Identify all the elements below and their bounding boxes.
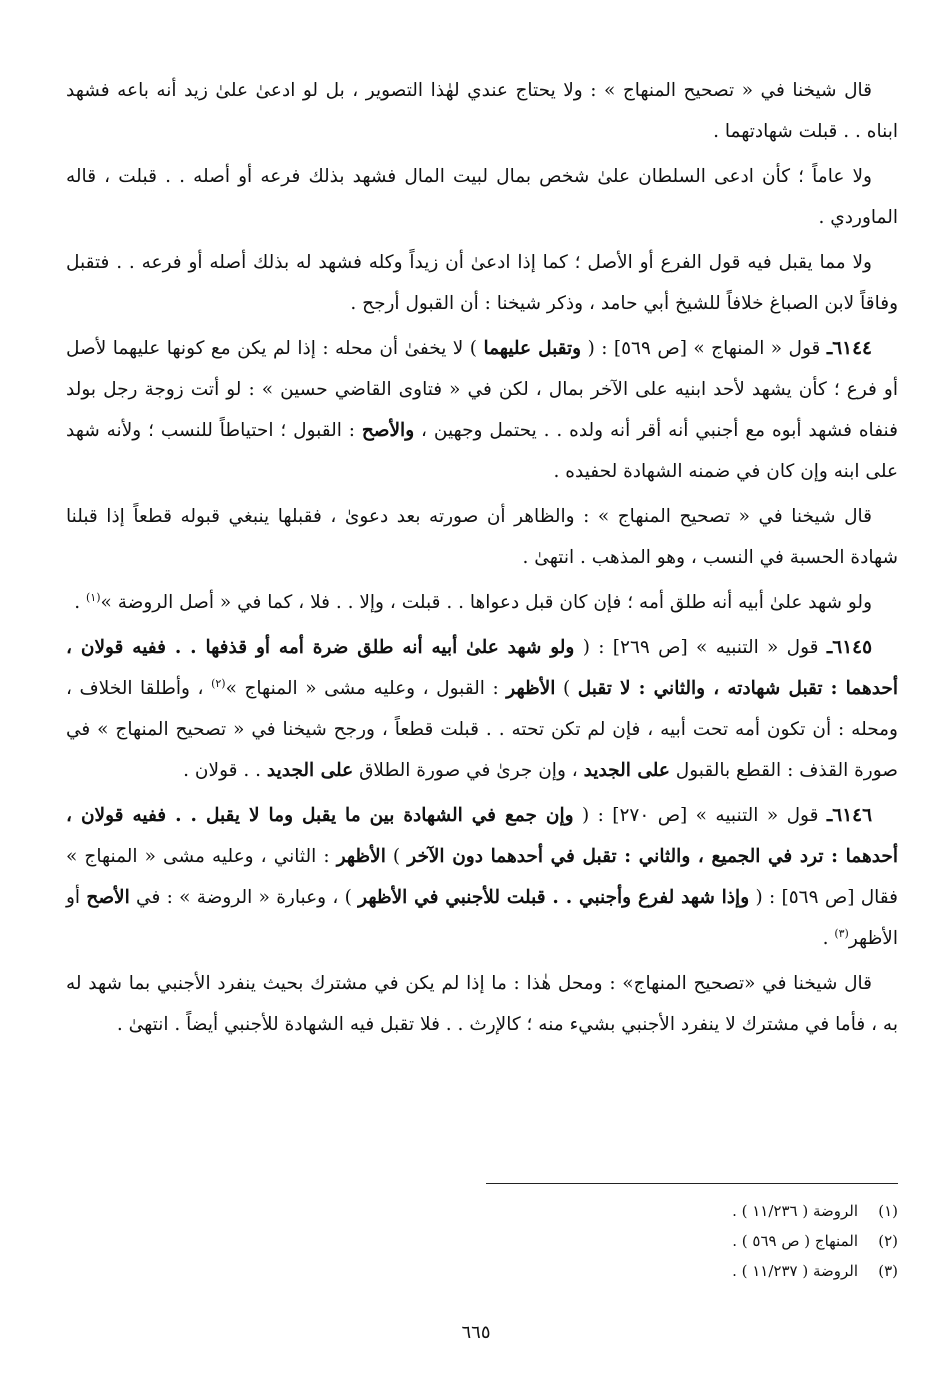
text-run: : القبول ، وعليه مشى « المنهاج » <box>225 678 507 699</box>
text-run: أو الأظهر <box>66 887 898 949</box>
footnote-number: (٢) <box>878 1232 898 1250</box>
text-run: ، وأطلقا الخلاف ، ومحله : أن تكون أمه تحت أبيه ، فإن لم تكن تحته . . قبلت قطعاً ، ورجح شيخنا في « تصحيح المنهاج » في صورة القذف : القطع بالقبول <box>66 678 898 781</box>
bold-text: وإن جمع في الشهادة بين ما يقبل وما لا يقبل . . ففيه قولان ، أحدهما : ترد في الجميع ، والثاني : تقبل في أحدهما دون الآخر <box>66 805 899 867</box>
footnote <box>478 1226 898 1256</box>
text-run: ) <box>385 846 408 867</box>
text-run: قال شيخنا في « تصحيح المنهاج » : ولا يحتاج عندي لهٰذا التصوير ، بل لو ادعىٰ علىٰ زيد أنه باعه فشهد ابناه . . قبلت شهادتهما . <box>66 80 898 142</box>
footnote-reference: (٣) <box>834 926 849 940</box>
text-run: . <box>74 592 86 613</box>
footnote <box>478 1196 898 1226</box>
paragraph <box>66 496 898 578</box>
paragraph <box>66 156 898 238</box>
footnote <box>478 1256 898 1286</box>
text-run: : الثاني ، وعليه مشى « المنهاج » فقال [ص ٥٦٩] : ( <box>66 846 898 908</box>
bold-text: ٦١٤٥ـ <box>826 637 873 658</box>
text-run: . <box>822 928 835 949</box>
text-run: . . قولان . <box>183 760 267 781</box>
paragraph <box>66 627 898 791</box>
paragraph <box>66 582 898 623</box>
footnote-text: الروضة ( ١١/٢٣٦ ) . <box>732 1202 858 1220</box>
bold-text: ولو شهد علىٰ أبيه أنه طلق ضرة أمه أو قذفها . . ففيه قولان ، أحدهما : تقبل شهادته ، والثاني : لا تقبل <box>66 637 898 699</box>
footnote-reference: (٢) <box>211 676 226 690</box>
main-text-body <box>66 70 898 1049</box>
text-run: ) ، وعبارة « الروضة » : في <box>129 887 359 908</box>
text-run: ، وإن جرىٰ في صورة الطلاق <box>353 760 584 781</box>
bold-text: وإذا شهد لفرع وأجنبي . . قبلت للأجنبي في الأظهر <box>358 887 750 908</box>
text-run: ) لا يخفىٰ أن محله : إذا لم يكن مع كونها عليهما لأصل أو فرع ؛ كأن يشهد لأحد ابنيه على الآخر بمال ، لكن في « فتاوى القاضي حسين » : لو أتت زوجة رجل بولد فنفاه فشهد أبوه مع أجنبي أنه أقر أنه ولده . . يحتمل وجهين ، <box>66 338 898 441</box>
text-run: قال شيخنا في «تصحيح المنهاج» : ومحل هٰذا : ما إذا لم يكن في مشترك بحيث ينفرد الأجنبي بما شهد له به ، فأما في مشترك لا ينفرد الأجنبي بشيء منه ؛ كالإرث . . فلا تقبل فيه الشهادة للأجنبي أيضاً . انتهىٰ . <box>66 973 898 1035</box>
paragraph <box>66 242 898 324</box>
bold-text: والأصح <box>361 420 415 441</box>
text-run: ولا مما يقبل فيه قول الفرع أو الأصل ؛ كما إذا ادعىٰ أن زيداً وكله فشهد له بذلك أصله أو فرعه . . فتقبل وفاقاً لابن الصباغ خلافاً للشيخ أبي حامد ، وذكر شيخنا : أن القبول أرجح . <box>66 252 898 314</box>
text-run: ولا عاماً ؛ كأن ادعى السلطان علىٰ شخص بمال لبيت المال فشهد بذلك فرعه أو أصله . . قبلت ، قاله الماوردي . <box>66 166 898 228</box>
footnote-text: المنهاج ( ص ٥٦٩ ) . <box>732 1232 858 1250</box>
text-run: : القبول ؛ احتياطاً للنسب ؛ ولأنه شهد على ابنه وإن كان في ضمنه الشهادة لحفيده . <box>66 420 898 482</box>
footnotes <box>478 1196 898 1286</box>
bold-text: الأظهر <box>336 846 386 867</box>
text-run: قول « التنبيه » [ص ٢٦٩] : ( <box>574 637 827 658</box>
footnote-number: (١) <box>878 1202 898 1220</box>
footnote-number: (٣) <box>878 1262 898 1280</box>
page-number: ٦٦٥ <box>461 1322 491 1343</box>
text-run: ) <box>555 678 578 699</box>
bold-text: ٦١٤٤ـ <box>826 338 872 359</box>
bold-text: وتقبل عليهما <box>483 338 582 359</box>
bold-text: على الجديد <box>266 760 354 781</box>
footnote-reference: (١) <box>85 590 101 604</box>
text-run: قول « التنبيه » [ص ٢٧٠] : ( <box>573 805 827 826</box>
paragraph <box>66 963 898 1045</box>
footnote-separator <box>486 1183 898 1184</box>
bold-text: ٦١٤٦ـ <box>826 805 873 826</box>
text-run: قال شيخنا في « تصحيح المنهاج » : والظاهر أن صورته بعد دعوىٰ ، فقبلها ينبغي قبوله قطعاً إذا قبلنا شهادة الحسبة في النسب ، وهو المذهب . انتهىٰ . <box>66 506 898 568</box>
text-run: قول « المنهاج » [ص ٥٦٩] : ( <box>581 338 827 359</box>
paragraph <box>66 70 898 152</box>
paragraph <box>66 795 898 959</box>
bold-text: الأصح <box>86 887 130 908</box>
bold-text: الأظهر <box>506 678 556 699</box>
paragraph <box>66 328 898 492</box>
bold-text: على الجديد <box>583 760 670 781</box>
text-run: ولو شهد علىٰ أبيه أنه طلق أمه ؛ فإن كان قبل دعواها . . قبلت ، وإلا . . فلا ، كما في « أصل الروضة » <box>100 592 872 613</box>
footnote-text: الروضة ( ١١/٢٣٧ ) . <box>732 1262 858 1280</box>
